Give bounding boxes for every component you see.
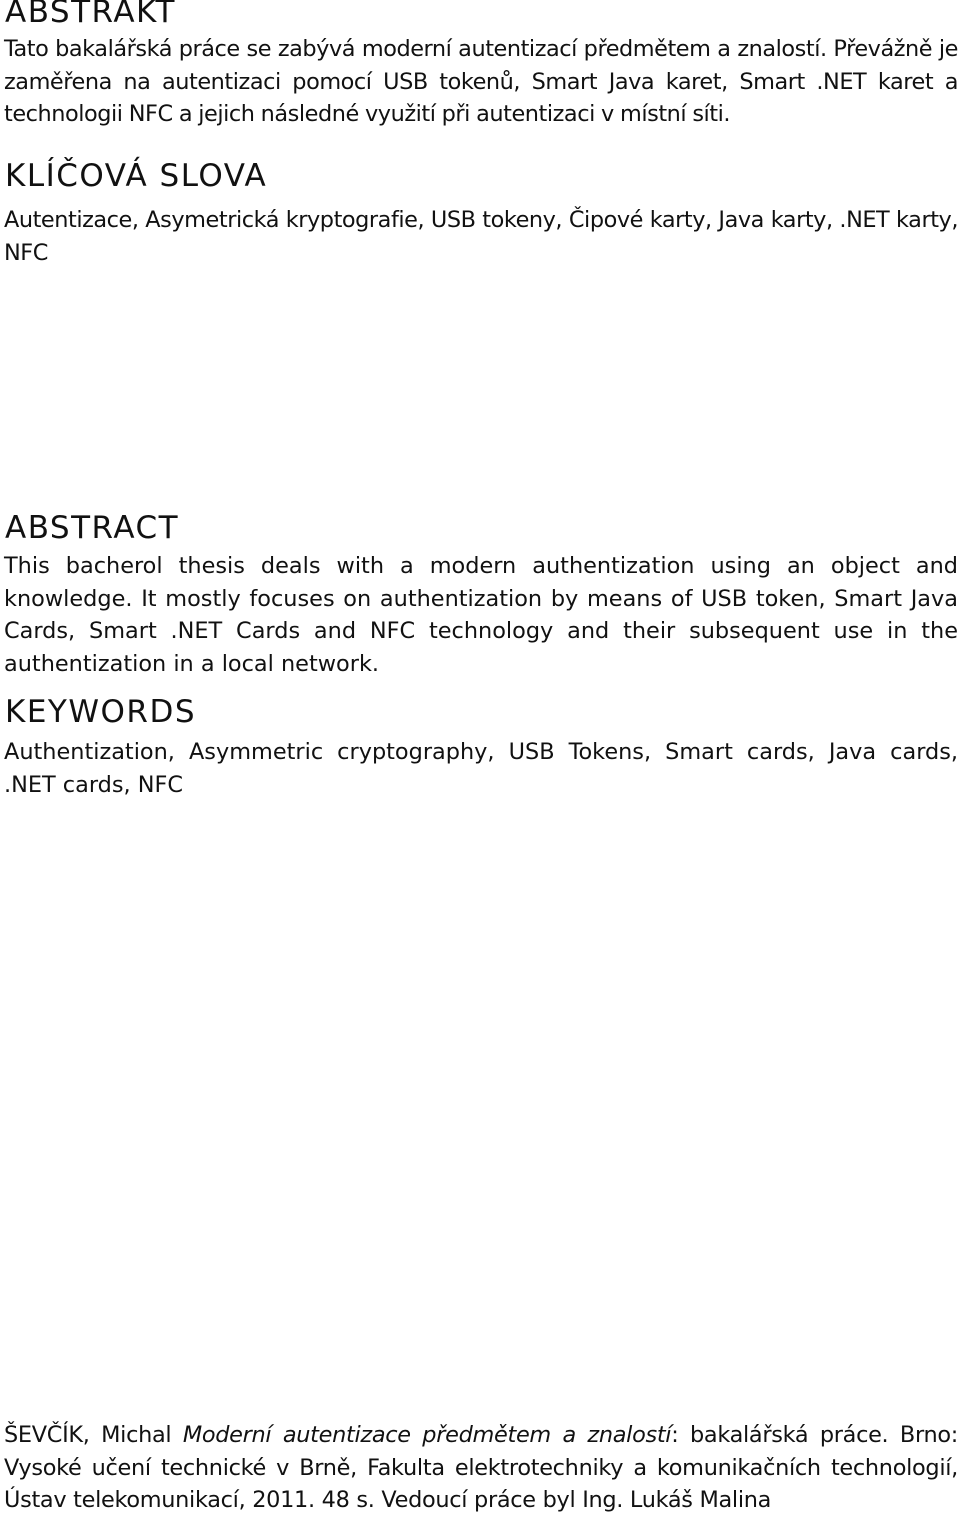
keywords-text: Authentization, Asymmetric cryptography, USB Tokens, Smart cards, Java cards, .NET cards, NFC (4, 739, 958, 798)
abstract-heading: ABSTRACT (5, 510, 180, 546)
keywords-heading: KEYWORDS (5, 694, 196, 730)
citation (4, 1419, 958, 1517)
citation-details: : bakalářská práce. Brno: Vysoké učení technické v Brně, Fakulta elektrotechniky a komunikačních technologií, Ústav telekomunikací, 2011. 48 s. Vedoucí práce byl Ing. Lukáš Malina (4, 1422, 958, 1513)
citation-title: Moderní autentizace předmětem a znalostí (182, 1422, 672, 1448)
citation-author: ŠEVČÍK, Michal (4, 1422, 172, 1448)
abstract-text: This bacherol thesis deals with a modern authentization using an object and knowledge. It mostly focuses on authentization by means of USB token, Smart Java Cards, Smart .NET Cards and NFC technology and their subsequent use in the authentization in a local network. (4, 553, 958, 677)
klicova-slova-text: Autentizace, Asymetrická kryptografie, USB tokeny, Čipové karty, Java karty, .NET karty, NFC (4, 207, 958, 266)
klicova-slova-heading: KLÍČOVÁ SLOVA (5, 158, 268, 194)
abstrakt-heading: ABSTRAKT (5, 0, 176, 30)
abstrakt-text: Tato bakalářská práce se zabývá moderní autentizací předmětem a znalostí. Převážně je zaměřena na autentizaci pomocí USB tokenů, Smart Java karet, Smart .NET karet a technologii NFC a jejich následné využití při autentizaci v místní síti. (4, 36, 958, 127)
